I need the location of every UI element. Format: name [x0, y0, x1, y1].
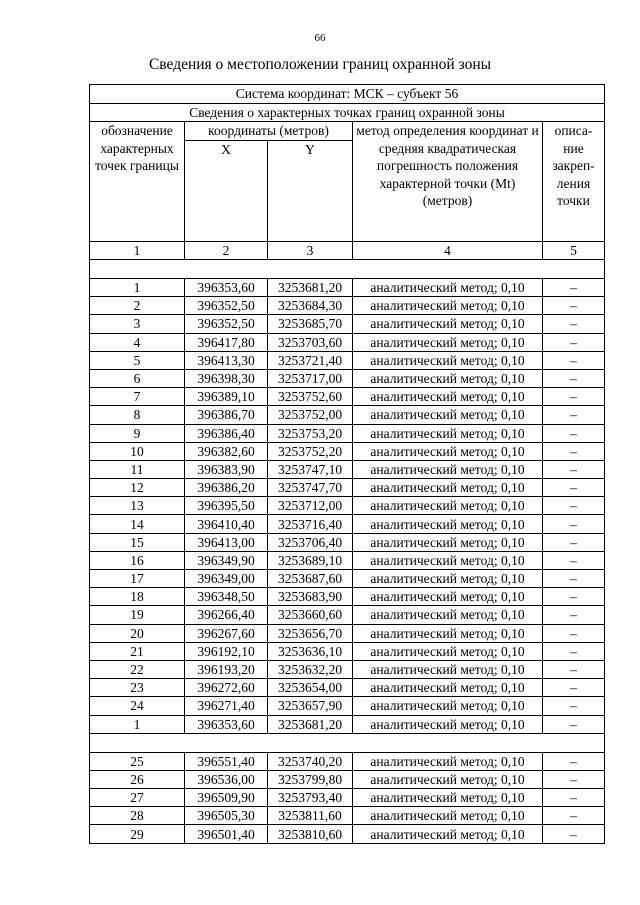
method-cell: аналитический метод; 0,10: [353, 551, 543, 569]
description-cell: –: [543, 624, 605, 642]
point-number-cell: 18: [90, 588, 185, 606]
table-row: [90, 279, 605, 297]
table-row: [90, 315, 605, 333]
y-coordinate-cell: 3253657,90: [268, 697, 353, 715]
description-cell: –: [543, 752, 605, 770]
method-cell: аналитический метод; 0,10: [353, 807, 543, 825]
point-number-cell: 2: [90, 297, 185, 315]
point-number-cell: 13: [90, 497, 185, 515]
point-number-cell: 25: [90, 752, 185, 770]
x-coordinate-cell: 396266,40: [185, 606, 268, 624]
method-cell: аналитический метод; 0,10: [353, 624, 543, 642]
point-number-cell: 14: [90, 515, 185, 533]
point-number-cell: 27: [90, 789, 185, 807]
x-coordinate-cell: 396353,60: [185, 715, 268, 733]
y-coordinate-cell: 3253706,40: [268, 533, 353, 551]
x-coordinate-cell: 396413,30: [185, 351, 268, 369]
table-row: [90, 424, 605, 442]
table-row: [90, 533, 605, 551]
table-row: [90, 697, 605, 715]
table-row: [90, 369, 605, 387]
method-cell: аналитический метод; 0,10: [353, 752, 543, 770]
header-coordinates: координаты (метров): [185, 122, 353, 141]
table-row: [90, 570, 605, 588]
point-number-cell: 17: [90, 570, 185, 588]
y-coordinate-cell: 3253656,70: [268, 624, 353, 642]
x-coordinate-cell: 396272,60: [185, 679, 268, 697]
x-coordinate-cell: 396349,90: [185, 551, 268, 569]
column-number: 5: [543, 241, 605, 260]
table-row: [90, 406, 605, 424]
point-number-cell: 12: [90, 479, 185, 497]
y-coordinate-cell: 3253681,20: [268, 279, 353, 297]
table-row: [90, 715, 605, 733]
description-cell: –: [543, 442, 605, 460]
x-coordinate-cell: 396352,50: [185, 315, 268, 333]
group-separator-row: [90, 260, 605, 279]
y-coordinate-cell: 3253747,10: [268, 460, 353, 478]
point-number-cell: 26: [90, 770, 185, 788]
table-row: [90, 333, 605, 351]
column-number: 4: [353, 241, 543, 260]
column-number-row: [90, 241, 605, 260]
point-number-cell: 8: [90, 406, 185, 424]
method-cell: аналитический метод; 0,10: [353, 789, 543, 807]
method-cell: аналитический метод; 0,10: [353, 333, 543, 351]
table-row: [90, 442, 605, 460]
method-cell: аналитический метод; 0,10: [353, 515, 543, 533]
method-cell: аналитический метод; 0,10: [353, 388, 543, 406]
table-row: [90, 297, 605, 315]
method-cell: аналитический метод; 0,10: [353, 588, 543, 606]
point-number-cell: 15: [90, 533, 185, 551]
y-coordinate-cell: 3253632,20: [268, 660, 353, 678]
header-x: X: [185, 140, 268, 241]
point-number-cell: 3: [90, 315, 185, 333]
x-coordinate-cell: 396536,00: [185, 770, 268, 788]
table-row: [90, 807, 605, 825]
y-coordinate-cell: 3253660,60: [268, 606, 353, 624]
description-cell: –: [543, 551, 605, 569]
table-row: [90, 660, 605, 678]
point-number-cell: 6: [90, 369, 185, 387]
x-coordinate-cell: 396352,50: [185, 297, 268, 315]
point-number-cell: 28: [90, 807, 185, 825]
description-cell: –: [543, 369, 605, 387]
point-number-cell: 9: [90, 424, 185, 442]
method-cell: аналитический метод; 0,10: [353, 497, 543, 515]
y-coordinate-cell: 3253687,60: [268, 570, 353, 588]
description-cell: –: [543, 351, 605, 369]
description-cell: –: [543, 570, 605, 588]
table-row: [90, 642, 605, 660]
x-coordinate-cell: 396193,20: [185, 660, 268, 678]
y-coordinate-cell: 3253703,60: [268, 333, 353, 351]
x-coordinate-cell: 396551,40: [185, 752, 268, 770]
method-cell: аналитический метод; 0,10: [353, 279, 543, 297]
method-cell: аналитический метод; 0,10: [353, 679, 543, 697]
table-row: [90, 679, 605, 697]
method-cell: аналитический метод; 0,10: [353, 660, 543, 678]
y-coordinate-cell: 3253689,10: [268, 551, 353, 569]
description-cell: –: [543, 606, 605, 624]
x-coordinate-cell: 396353,60: [185, 279, 268, 297]
section-title-row: [90, 103, 605, 122]
method-cell: аналитический метод; 0,10: [353, 369, 543, 387]
point-number-cell: 19: [90, 606, 185, 624]
description-cell: –: [543, 315, 605, 333]
method-cell: аналитический метод; 0,10: [353, 406, 543, 424]
point-number-cell: 5: [90, 351, 185, 369]
table-row: [90, 551, 605, 569]
group-separator-row: [90, 733, 605, 752]
x-coordinate-cell: 396386,40: [185, 424, 268, 442]
method-cell: аналитический метод; 0,10: [353, 479, 543, 497]
y-coordinate-cell: 3253681,20: [268, 715, 353, 733]
document-title: Сведения о местоположении границ охранной зоны: [148, 56, 492, 73]
group-separator-cell: [90, 733, 605, 752]
table-row: [90, 460, 605, 478]
x-coordinate-cell: 396382,60: [185, 442, 268, 460]
point-number-cell: 29: [90, 825, 185, 843]
column-number: 1: [90, 241, 185, 260]
y-coordinate-cell: 3253683,90: [268, 588, 353, 606]
description-cell: –: [543, 460, 605, 478]
table-row: [90, 588, 605, 606]
table-row: [90, 770, 605, 788]
x-coordinate-cell: 396398,30: [185, 369, 268, 387]
boundary-points-table: [89, 84, 605, 844]
y-coordinate-cell: 3253752,00: [268, 406, 353, 424]
point-number-cell: 24: [90, 697, 185, 715]
y-coordinate-cell: 3253799,80: [268, 770, 353, 788]
description-cell: –: [543, 588, 605, 606]
y-coordinate-cell: 3253747,70: [268, 479, 353, 497]
table-row: [90, 351, 605, 369]
x-coordinate-cell: 396410,40: [185, 515, 268, 533]
description-cell: –: [543, 770, 605, 788]
description-cell: –: [543, 424, 605, 442]
header-description: описа-ние закреп-ления точки: [543, 122, 605, 242]
y-coordinate-cell: 3253811,60: [268, 807, 353, 825]
y-coordinate-cell: 3253793,40: [268, 789, 353, 807]
y-coordinate-cell: 3253636,10: [268, 642, 353, 660]
point-number-cell: 20: [90, 624, 185, 642]
y-coordinate-cell: 3253684,30: [268, 297, 353, 315]
method-cell: аналитический метод; 0,10: [353, 606, 543, 624]
header-y: Y: [268, 140, 353, 241]
y-coordinate-cell: 3253716,40: [268, 515, 353, 533]
description-cell: –: [543, 279, 605, 297]
description-cell: –: [543, 533, 605, 551]
x-coordinate-cell: 396192,10: [185, 642, 268, 660]
method-cell: аналитический метод; 0,10: [353, 715, 543, 733]
x-coordinate-cell: 396383,90: [185, 460, 268, 478]
description-cell: –: [543, 297, 605, 315]
x-coordinate-cell: 396267,60: [185, 624, 268, 642]
method-cell: аналитический метод; 0,10: [353, 297, 543, 315]
point-number-cell: 10: [90, 442, 185, 460]
x-coordinate-cell: 396349,00: [185, 570, 268, 588]
section-title-cell: Сведения о характерных точках границ охранной зоны: [90, 103, 605, 122]
y-coordinate-cell: 3253721,40: [268, 351, 353, 369]
x-coordinate-cell: 396509,90: [185, 789, 268, 807]
y-coordinate-cell: 3253810,60: [268, 825, 353, 843]
description-cell: –: [543, 406, 605, 424]
x-coordinate-cell: 396271,40: [185, 697, 268, 715]
table-row: [90, 752, 605, 770]
method-cell: аналитический метод; 0,10: [353, 315, 543, 333]
x-coordinate-cell: 396389,10: [185, 388, 268, 406]
y-coordinate-cell: 3253717,00: [268, 369, 353, 387]
method-cell: аналитический метод; 0,10: [353, 825, 543, 843]
method-cell: аналитический метод; 0,10: [353, 442, 543, 460]
table-row: [90, 825, 605, 843]
method-cell: аналитический метод; 0,10: [353, 424, 543, 442]
table-row: [90, 479, 605, 497]
description-cell: –: [543, 807, 605, 825]
x-coordinate-cell: 396417,80: [185, 333, 268, 351]
point-number-cell: 1: [90, 279, 185, 297]
table-row: [90, 624, 605, 642]
method-cell: аналитический метод; 0,10: [353, 770, 543, 788]
method-cell: аналитический метод; 0,10: [353, 460, 543, 478]
y-coordinate-cell: 3253753,20: [268, 424, 353, 442]
description-cell: –: [543, 715, 605, 733]
description-cell: –: [543, 642, 605, 660]
x-coordinate-cell: 396505,30: [185, 807, 268, 825]
group-separator-cell: [90, 260, 605, 279]
header-row-1: [90, 122, 605, 141]
description-cell: –: [543, 479, 605, 497]
x-coordinate-cell: 396386,20: [185, 479, 268, 497]
description-cell: –: [543, 497, 605, 515]
table-row: [90, 388, 605, 406]
header-designation: обозначение характерных точек границы: [90, 122, 185, 242]
point-number-cell: 21: [90, 642, 185, 660]
method-cell: аналитический метод; 0,10: [353, 697, 543, 715]
page-number: 66: [314, 32, 326, 44]
coordinate-system-row: [90, 85, 605, 104]
table-row: [90, 497, 605, 515]
y-coordinate-cell: 3253752,20: [268, 442, 353, 460]
table-row: [90, 606, 605, 624]
method-cell: аналитический метод; 0,10: [353, 642, 543, 660]
coordinate-system-cell: Система координат: МСК – субъект 56: [90, 85, 605, 104]
y-coordinate-cell: 3253752,60: [268, 388, 353, 406]
point-number-cell: 11: [90, 460, 185, 478]
x-coordinate-cell: 396413,00: [185, 533, 268, 551]
x-coordinate-cell: 396395,50: [185, 497, 268, 515]
y-coordinate-cell: 3253654,00: [268, 679, 353, 697]
description-cell: –: [543, 660, 605, 678]
table-row: [90, 515, 605, 533]
column-number: 3: [268, 241, 353, 260]
description-cell: –: [543, 388, 605, 406]
point-number-cell: 4: [90, 333, 185, 351]
x-coordinate-cell: 396348,50: [185, 588, 268, 606]
y-coordinate-cell: 3253685,70: [268, 315, 353, 333]
table-row: [90, 789, 605, 807]
description-cell: –: [543, 515, 605, 533]
point-number-cell: 1: [90, 715, 185, 733]
point-number-cell: 22: [90, 660, 185, 678]
point-number-cell: 23: [90, 679, 185, 697]
method-cell: аналитический метод; 0,10: [353, 351, 543, 369]
y-coordinate-cell: 3253740,20: [268, 752, 353, 770]
method-cell: аналитический метод; 0,10: [353, 533, 543, 551]
description-cell: –: [543, 697, 605, 715]
x-coordinate-cell: 396501,40: [185, 825, 268, 843]
description-cell: –: [543, 679, 605, 697]
description-cell: –: [543, 789, 605, 807]
method-cell: аналитический метод; 0,10: [353, 570, 543, 588]
description-cell: –: [543, 825, 605, 843]
point-number-cell: 7: [90, 388, 185, 406]
x-coordinate-cell: 396386,70: [185, 406, 268, 424]
header-method: метод определения координат и средняя квадратическая погрешность положения характерной точки (Mt) (метров): [353, 122, 543, 242]
description-cell: –: [543, 333, 605, 351]
point-number-cell: 16: [90, 551, 185, 569]
column-number: 2: [185, 241, 268, 260]
y-coordinate-cell: 3253712,00: [268, 497, 353, 515]
